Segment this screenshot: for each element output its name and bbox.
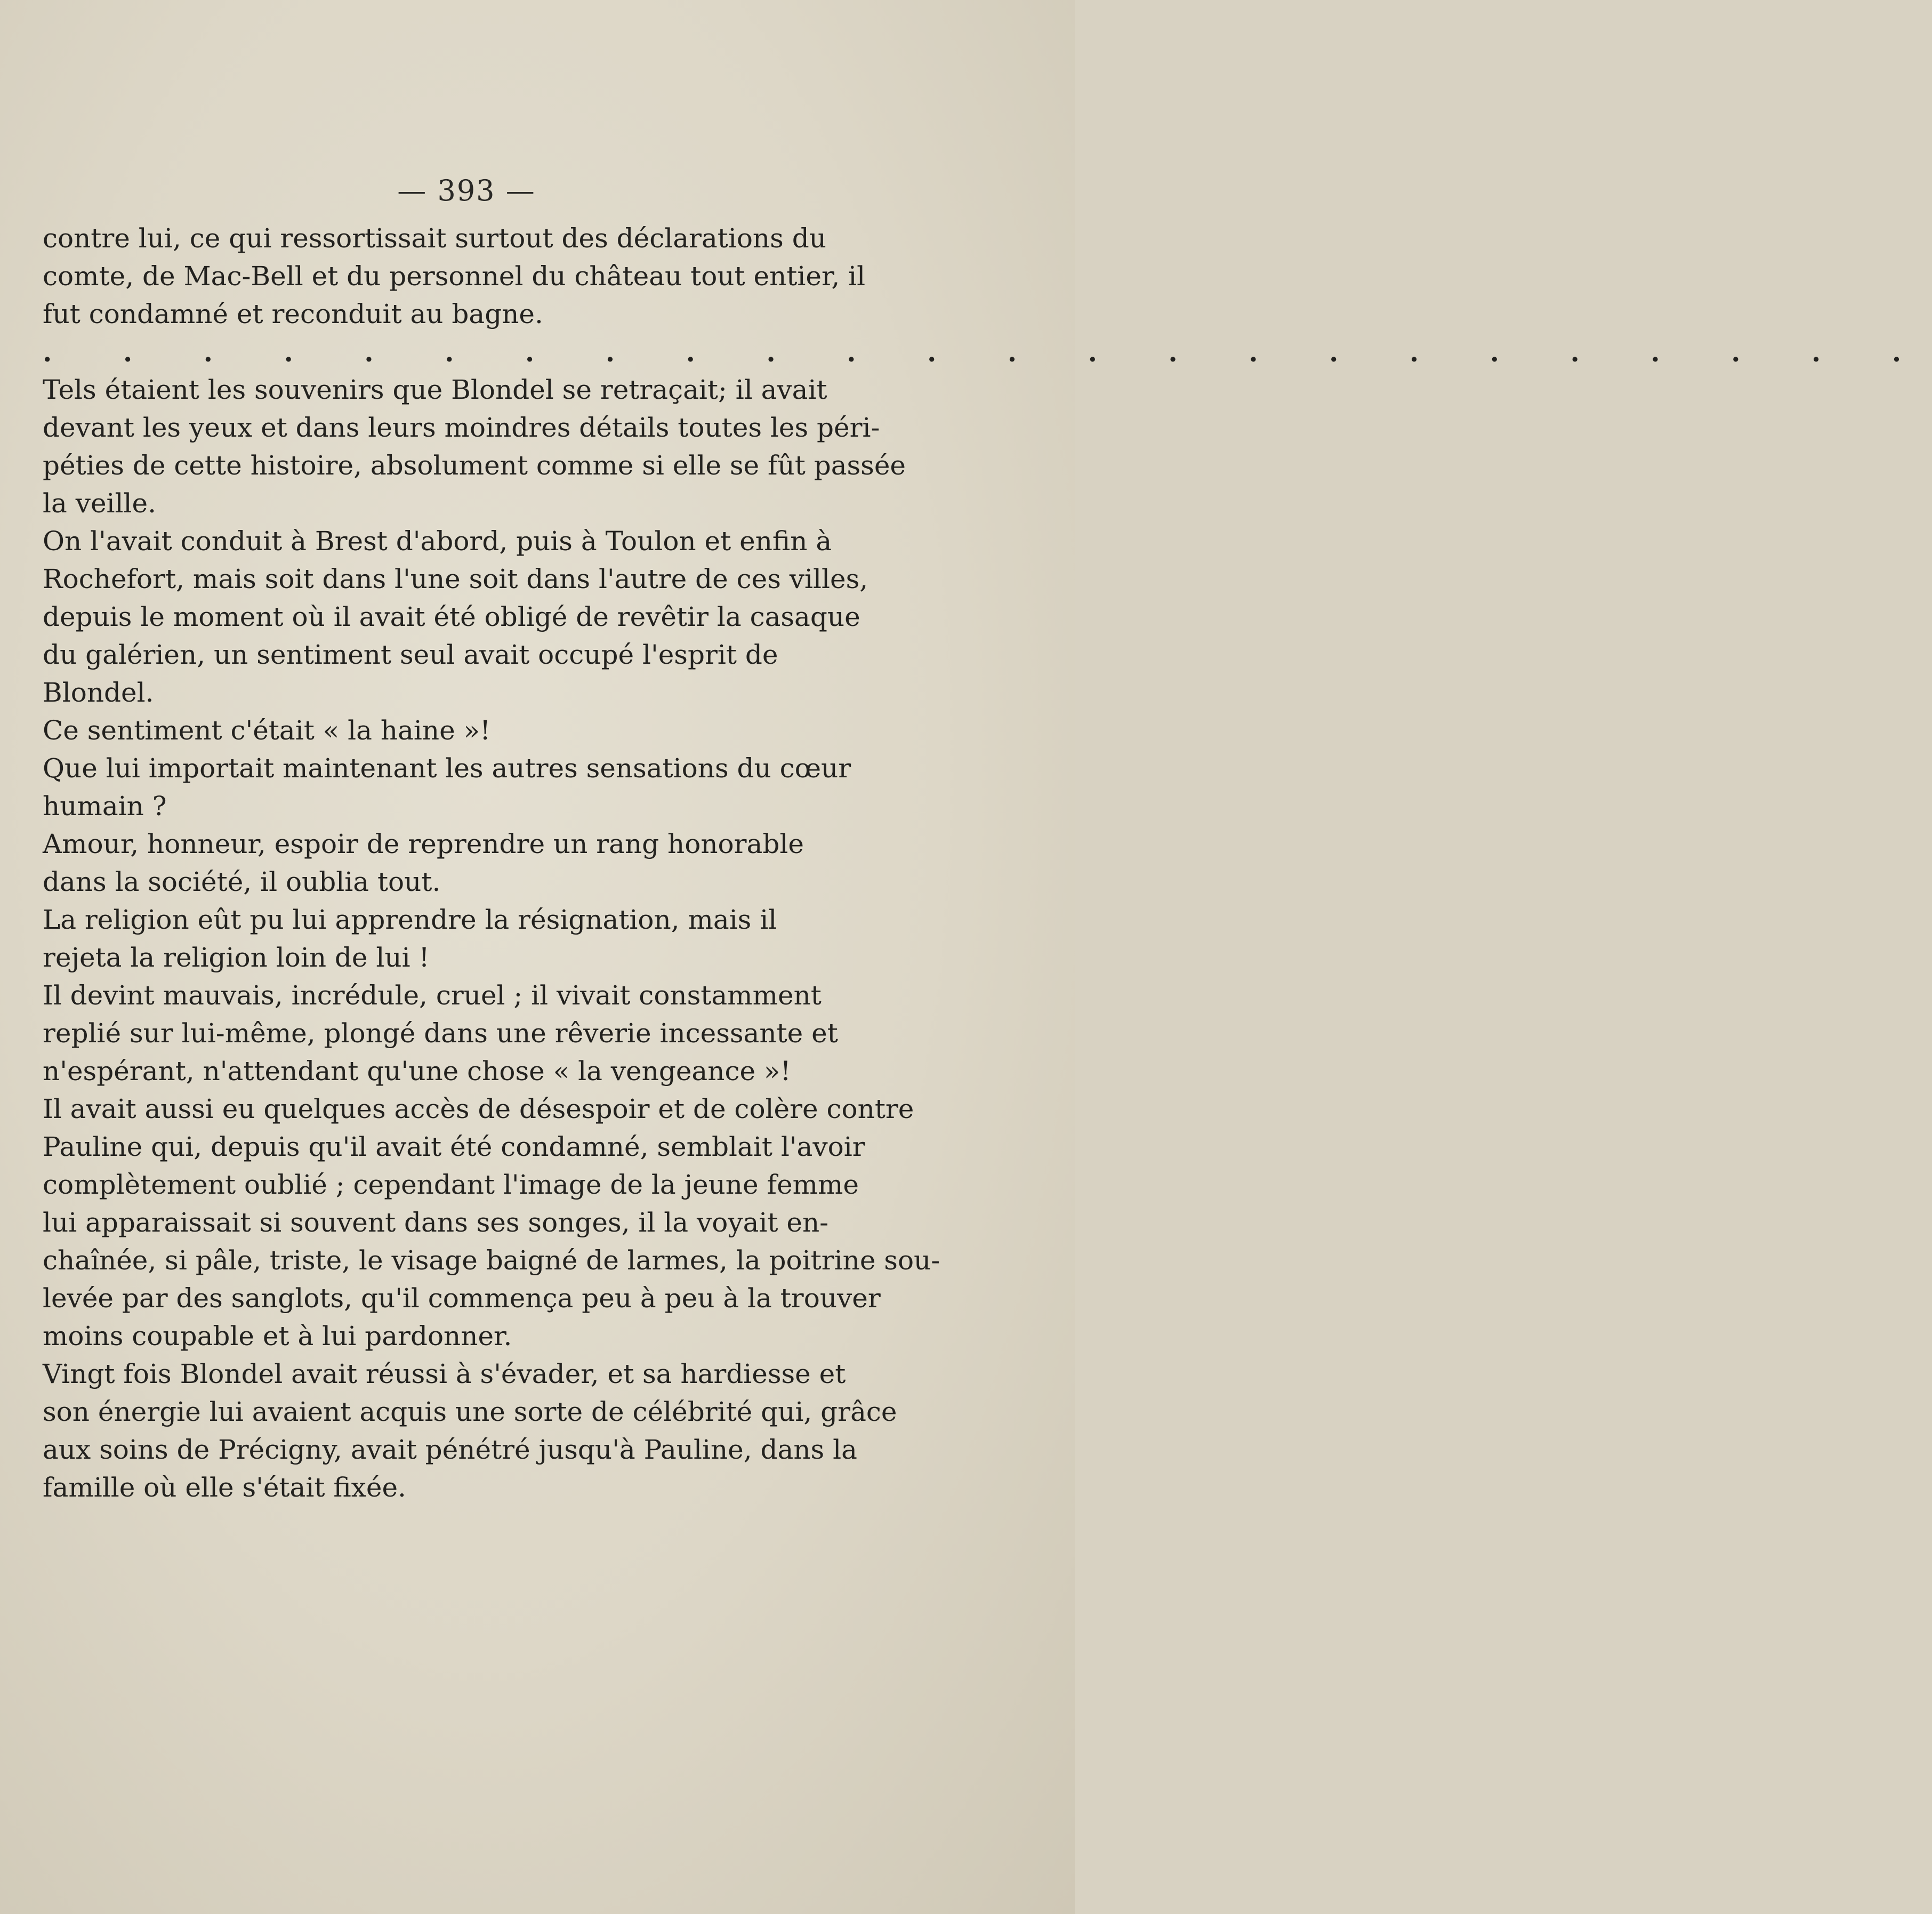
text-line: du galérien, un sentiment seul avait occupé l'esprit de [43,639,778,670]
text-line: aux soins de Précigny, avait pénétré jusqu'à Pauline, dans la [43,1434,857,1465]
text-line: complètement oublié ; cependant l'image de la jeune femme [43,1169,859,1200]
text-line: fut condamné et reconduit au bagne. [43,299,543,329]
text-line: Tels étaient les souvenirs que Blondel se retraçait; il avait [43,374,827,405]
text-line: famille où elle s'était fixée. [43,1472,406,1503]
text-line: La religion eût pu lui apprendre la résignation, mais il [43,904,777,935]
page-number: — 393 — [397,174,536,207]
text-line: péties de cette histoire, absolument comme si elle se fût passée [43,450,906,481]
text-line: humain ? [43,791,167,822]
text-line: dans la société, il oublia tout. [43,866,441,897]
text-line: On l'avait conduit à Brest d'abord, puis à Toulon et enfin à [43,526,832,557]
text-line: contre lui, ce qui ressortissait surtout des déclarations du [43,223,826,254]
text-line: Rochefort, mais soit dans l'une soit dans l'autre de ces villes, [43,564,868,594]
text-line: comte, de Mac-Bell et du personnel du château tout entier, il [43,261,866,292]
text-line: rejeta la religion loin de lui ! [43,942,430,973]
text-line: Il devint mauvais, incrédule, cruel ; il vivait constamment [43,980,822,1011]
text-line: Il avait aussi eu quelques accès de désespoir et de colère contre [43,1093,914,1124]
text-line: devant les yeux et dans leurs moindres détails toutes les péri- [43,412,880,443]
text-line: replié sur lui-même, plongé dans une rêverie incessante et [43,1018,838,1049]
text-line: son énergie lui avaient acquis une sorte de célébrité qui, grâce [43,1396,897,1427]
text-line: Amour, honneur, espoir de reprendre un rang honorable [43,829,804,859]
text-line: la veille. [43,488,156,519]
text-line: chaînée, si pâle, triste, le visage baigné de larmes, la poitrine sou- [43,1245,940,1276]
ellipsis-separator: . . . . . . . . . . . . . . . . . . . . . . . . [43,336,1932,368]
text-line: Blondel. [43,677,154,708]
text-line: Pauline qui, depuis qu'il avait été condamné, semblait l'avoir [43,1131,865,1162]
body-text [43,220,1932,1507]
text-line: levée par des sanglots, qu'il commença peu à peu à la trouver [43,1283,881,1314]
text-line: n'espérant, n'attendant qu'une chose « la vengeance »! [43,1056,791,1087]
text-line: moins coupable et à lui pardonner. [43,1321,512,1352]
text-line: depuis le moment où il avait été obligé de revêtir la casaque [43,601,860,632]
text-line: Que lui importait maintenant les autres sensations du cœur [43,753,851,784]
text-line: lui apparaissait si souvent dans ses songes, il la voyait en- [43,1207,829,1238]
text-line: Ce sentiment c'était « la haine »! [43,715,491,746]
text-line: Vingt fois Blondel avait réussi à s'évader, et sa hardiesse et [43,1358,846,1389]
